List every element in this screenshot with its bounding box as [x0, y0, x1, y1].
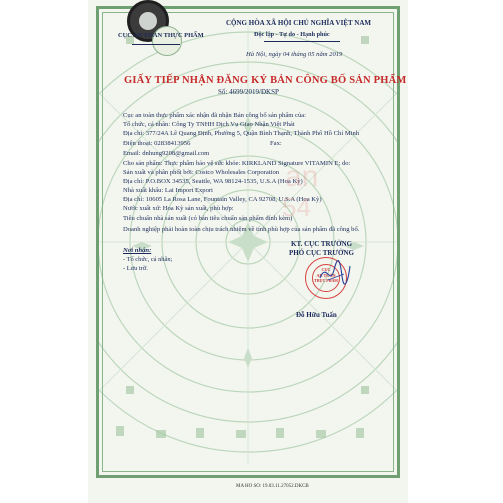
agency-logo-icon	[152, 26, 182, 56]
signer-role-2: PHÓ CỤC TRƯỞNG	[289, 249, 354, 257]
signer-role-1: KT. CỤC TRƯỞNG	[291, 240, 353, 248]
body-email: Email: dnhung9208@gmail.com	[123, 150, 210, 157]
stamp-text: AN TOÀN	[316, 273, 336, 278]
binder-hole-center	[139, 12, 157, 30]
body-line-7: Sản xuất và phân phối bởi: Costco Wholesales Corporation	[123, 169, 280, 176]
body-line-8: Địa chỉ: P.O.BOX 34535, Seattle, WA 98124-1535, U.S.A (Hoa Kỳ)	[123, 178, 303, 185]
recipient-item: - Tổ chức, cá nhân;	[123, 256, 173, 263]
agency-underline	[132, 44, 180, 45]
issuing-agency: CỤC AN TOÀN THỰC PHẨM	[118, 32, 204, 39]
country-name: CỘNG HÒA XÃ HỘI CHỦ NGHĨA VIỆT NAM	[226, 19, 372, 27]
body-line-12: Tiêu chuẩn nhà sản xuất (có bản tiêu chuẩn sản phẩm đính kèm)	[123, 215, 293, 222]
body-line-1: Cục an toàn thực phẩm xác nhận đã nhận Bản công bố sản phẩm của:	[123, 112, 307, 119]
national-motto: Độc lập - Tự do - Hạnh phúc	[254, 31, 330, 38]
body-fax: Fax:	[270, 140, 282, 147]
body-line-6: Cho sản phẩm: Thực phẩm bảo vệ sức khỏe: KIRKLAND Signature VITAMIN E; do:	[123, 160, 351, 167]
stamp-text: THỰC PHẨM	[314, 279, 338, 283]
body-phone: Điện thoại: 02838413956	[123, 140, 191, 147]
watermark-mark: 54	[282, 192, 311, 222]
recipients-label: Nơi nhận:	[123, 247, 152, 254]
body-line-11: Nước xuất xứ: Hoa Kỳ sản xuất, phù hợp:	[123, 205, 234, 212]
body-line-10: Địa chỉ: 10605 La Rosa Lane, Fountain Valley, CA 92708, U.S.A (Hoa Kỳ)	[123, 196, 322, 203]
stamp-text: CỤC	[321, 267, 331, 272]
watermark-mark: an	[285, 160, 319, 193]
handwritten-signature	[318, 256, 352, 290]
body-line-3: Địa chỉ: 377/24A Lê Quang Định, Phường 5, Quận Bình Thạnh, Thành Phố Hồ Chí Minh	[123, 130, 360, 137]
body-line-13: Doanh nghiệp phải hoàn toàn chịu trách nhiệm về tính phù hợp của sản phẩm đã công bố.	[123, 226, 360, 233]
place-and-date: Hà Nội, ngày 04 tháng 05 năm 2019	[246, 51, 343, 58]
body-line-2: Tổ chức, cá nhân: Công Ty TNHH Dịch Vụ Giao Nhận Việt Phát	[123, 121, 295, 128]
body-line-9: Nhà xuất khẩu: Lai Import Export	[123, 187, 213, 194]
signer-name: Đỗ Hữu Tuấn	[296, 311, 337, 319]
dossier-code: MA HO SO: 19.03.11.27052.DKCB	[236, 484, 309, 489]
document-number: Số: 4699/2019/ĐKSP	[218, 88, 279, 96]
document-title: GIẤY TIẾP NHẬN ĐĂNG KÝ BẢN CÔNG BỐ SẢN PHẨM	[124, 75, 407, 86]
motto-underline	[264, 41, 340, 42]
recipient-item: - Lưu trữ.	[123, 265, 148, 272]
